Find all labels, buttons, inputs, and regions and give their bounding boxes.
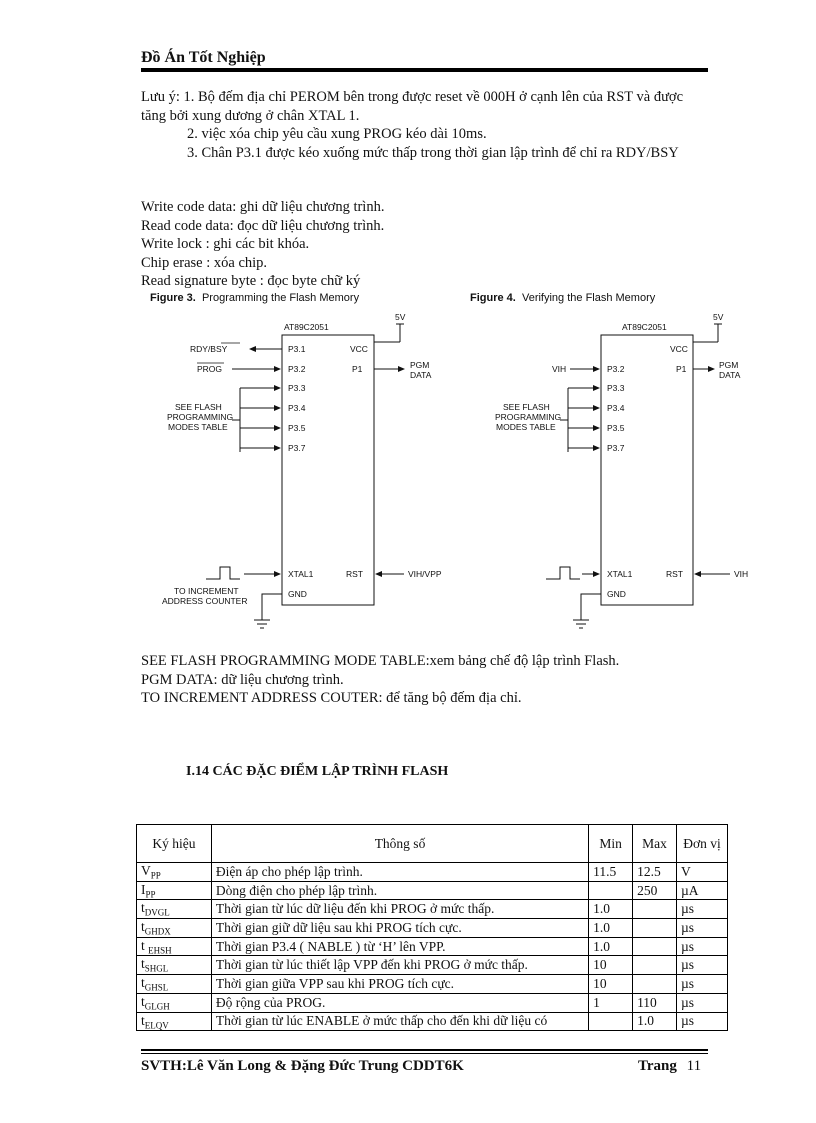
param-cell: Thời gian từ lúc thiết lập VPP đến khi PROG ở mức thấp. — [211, 956, 588, 975]
min-cell: 1.0 — [589, 937, 633, 956]
symbol-cell — [137, 993, 212, 1012]
symbol-subscript: SHGL — [144, 964, 169, 975]
figure3-rst-input: VIH/VPP — [408, 569, 442, 579]
symbol-main: t — [141, 919, 145, 935]
table-row — [137, 937, 728, 956]
figure3-chip-body — [282, 335, 374, 605]
param-cell: Độ rộng của PROG. — [211, 993, 588, 1012]
param-cell: Thời gian từ lúc dữ liệu đến khi PROG ở mức thấp. — [211, 900, 588, 919]
figure3-prog: PROG — [197, 364, 223, 374]
footer-author: SVTH:Lê Văn Long & Đặng Đức Trung CDDT6K — [141, 1058, 464, 1074]
symbol-subscript: GHSL — [144, 982, 169, 993]
figure3-rdy-bsy: RDY/BSY — [190, 344, 228, 354]
max-cell: 1.0 — [633, 1012, 677, 1031]
symbol-cell — [137, 863, 212, 882]
max-cell — [633, 937, 677, 956]
figure4-pin-p35: P3.5 — [607, 423, 625, 433]
note-line-1: Lưu ý: 1. Bộ đếm địa chỉ PEROM bên trong được reset về 000H ở cạnh lên của RST và được tăng bởi xung dương ở chân XTAL 1. — [141, 89, 684, 124]
symbol-subscript: GLGH — [144, 1001, 170, 1012]
figure3-pin-p33: P3.3 — [288, 383, 306, 393]
symbol-main: V — [141, 863, 151, 878]
footer-rule — [141, 1049, 708, 1051]
max-cell — [633, 900, 677, 919]
figure4-see-flash-3: MODES TABLE — [496, 422, 556, 432]
unit-cell: µs — [677, 919, 728, 938]
footer-page — [638, 1058, 701, 1075]
symbol-main: t — [141, 900, 145, 916]
figure4-pin-p1: P1 — [676, 364, 687, 374]
figure3-pin-p35: P3.5 — [288, 423, 306, 433]
symbol-main: t — [141, 993, 145, 1009]
footer-page-number: 11 — [686, 1058, 702, 1074]
symbol-cell — [137, 956, 212, 975]
max-cell: 250 — [633, 881, 677, 900]
symbol-main: t — [141, 1012, 145, 1028]
unit-cell: µs — [677, 993, 728, 1012]
max-cell — [633, 919, 677, 938]
symbol-subscript: EHSH — [148, 945, 172, 956]
unit-cell: µs — [677, 937, 728, 956]
table-row — [137, 900, 728, 919]
min-cell: 10 — [589, 956, 633, 975]
symbol-cell — [137, 975, 212, 994]
figure4-rst-input: VIH — [734, 569, 749, 579]
unit-cell: µA — [677, 881, 728, 900]
figure3-pin-p32: P3.2 — [288, 364, 306, 374]
param-cell: Dòng điện cho phép lập trình. — [211, 881, 588, 900]
param-cell: Thời gian giữ dữ liệu sau khi PROG tích cực. — [211, 919, 588, 938]
figure4-vcc-supply: 5V — [713, 312, 724, 322]
min-cell — [589, 881, 633, 900]
header-unit: Đơn vị — [677, 825, 728, 863]
figure3-vcc-pin: VCC — [350, 344, 368, 354]
note-item-2: 2. việc xóa chip yêu cầu xung PROG kéo dài 10ms. — [187, 126, 487, 142]
symbol-subscript: PP — [145, 889, 156, 900]
figure3-pin-p37: P3.7 — [288, 443, 306, 453]
figure3-vcc-supply: 5V — [395, 312, 406, 322]
param-cell: Điện áp cho phép lập trình. — [211, 863, 588, 882]
figure4-pin-p33: P3.3 — [607, 383, 625, 393]
table-row — [137, 1012, 728, 1031]
min-cell: 1.0 — [589, 919, 633, 938]
definition-item: Read code data: đọc dữ liệu chương trình. — [141, 217, 385, 234]
symbol-cell — [137, 919, 212, 938]
flash-spec-table — [136, 824, 728, 1031]
max-cell — [633, 975, 677, 994]
figure3-caption-text: Programming the Flash Memory — [201, 292, 360, 304]
figure4-vih-in: VIH — [552, 364, 567, 374]
figure4-chip-body — [601, 335, 693, 605]
definition-item: Read signature byte : đọc byte chữ ký — [141, 273, 361, 289]
symbol-subscript: ELQV — [144, 1020, 169, 1031]
figure4-caption-text: Verifying the Flash Memory — [521, 292, 656, 304]
figure4-data: DATA — [719, 370, 741, 380]
figure3-pin-rst: RST — [346, 569, 363, 579]
table-row — [137, 975, 728, 994]
table-header-row — [137, 825, 728, 863]
min-cell: 10 — [589, 975, 633, 994]
symbol-cell — [137, 1012, 212, 1031]
max-cell — [633, 956, 677, 975]
param-cell: Thời gian giữa VPP sau khi PROG tích cực. — [211, 975, 588, 994]
figure3-chip-name: AT89C2051 — [284, 322, 329, 332]
symbol-main: I — [141, 881, 146, 897]
param-cell: Thời gian từ lúc ENABLE ở mức thấp cho đến khi dữ liệu có — [211, 1012, 588, 1031]
header-max: Max — [633, 825, 677, 863]
param-cell: Thời gian P3.4 ( NABLE ) từ ‘H’ lên VPP. — [211, 937, 588, 956]
min-cell: 1.0 — [589, 900, 633, 919]
figure4-pin-p37: P3.7 — [607, 443, 625, 453]
figure4-pin-rst: RST — [666, 569, 683, 579]
figure3-see-flash-1: SEE FLASH — [175, 402, 222, 412]
figure3-see-flash-3: MODES TABLE — [168, 422, 228, 432]
page-header-title: Đồ Án Tốt Nghiệp — [141, 49, 266, 66]
figure3-counter-2: ADDRESS COUNTER — [162, 596, 248, 606]
symbol-main: t — [141, 975, 145, 991]
symbol-cell — [137, 937, 212, 956]
figure4-vcc-pin: VCC — [670, 344, 688, 354]
table-row — [137, 881, 728, 900]
figure3-diagram — [162, 312, 442, 628]
unit-cell: µs — [677, 1012, 728, 1031]
min-cell: 1 — [589, 993, 633, 1012]
figure3-pin-xtal1: XTAL1 — [288, 569, 314, 579]
symbol-cell — [137, 900, 212, 919]
max-cell: 110 — [633, 993, 677, 1012]
header-param: Thông số — [211, 825, 588, 863]
figure3-pin-p34: P3.4 — [288, 403, 306, 413]
unit-cell: V — [677, 863, 728, 882]
legend-item: TO INCREMENT ADDRESS COUTER: để tăng bộ đếm địa chỉ. — [141, 690, 522, 706]
min-cell — [589, 1012, 633, 1031]
figure4-pin-p34: P3.4 — [607, 403, 625, 413]
figure4-diagram — [495, 312, 748, 628]
figure4-pgm: PGM — [719, 360, 739, 370]
symbol-main: t — [141, 956, 145, 972]
figure4-see-flash-1: SEE FLASH — [503, 402, 550, 412]
definition-item: Write lock : ghi các bit khóa. — [141, 236, 310, 252]
figure4-pin-xtal1: XTAL1 — [607, 569, 633, 579]
figure4-pin-p32: P3.2 — [607, 364, 625, 374]
figure3-pgm: PGM — [410, 360, 430, 370]
table-row — [137, 863, 728, 882]
figure4-chip-name: AT89C2051 — [622, 322, 667, 332]
symbol-subscript: PP — [150, 870, 161, 881]
figure3-label: Figure 3. — [150, 292, 196, 304]
header-symbol: Ký hiệu — [137, 825, 212, 863]
footer-page-label: Trang — [638, 1058, 677, 1074]
legend-block — [141, 652, 619, 708]
figure4-pin-gnd: GND — [607, 589, 626, 599]
legend-item: PGM DATA: dữ liệu chương trình. — [141, 671, 344, 688]
figure3-data: DATA — [410, 370, 432, 380]
definition-item: Write code data: ghi dữ liệu chương trình. — [141, 199, 385, 215]
unit-cell: µs — [677, 975, 728, 994]
definition-item: Chip erase : xóa chip. — [141, 254, 268, 271]
symbol-cell — [137, 881, 212, 900]
figure4-label: Figure 4. — [470, 292, 516, 304]
symbol-subscript: DVGL — [144, 908, 170, 919]
unit-cell: µs — [677, 900, 728, 919]
figure3-pin-p31: P3.1 — [288, 344, 306, 354]
section-title: I.14 CÁC ĐẶC ĐIỂM LẬP TRÌNH FLASH — [186, 764, 449, 779]
min-cell: 11.5 — [589, 863, 633, 882]
footer-rule-thin — [141, 1053, 708, 1054]
note-item-3: 3. Chân P3.1 được kéo xuống mức thấp trong thời gian lập trình để chỉ ra RDY/BSY — [187, 144, 679, 161]
figure3-pin-p1: P1 — [352, 364, 363, 374]
unit-cell: µs — [677, 956, 728, 975]
figure3-see-flash-2: PROGRAMMING — [167, 412, 234, 422]
table-row — [137, 956, 728, 975]
max-cell: 12.5 — [633, 863, 677, 882]
symbol-subscript: GHDX — [144, 926, 171, 937]
header-min: Min — [589, 825, 633, 863]
table-row — [137, 919, 728, 938]
figure3-pin-gnd: GND — [288, 589, 307, 599]
figure4-see-flash-2: PROGRAMMING — [495, 412, 562, 422]
symbol-main: t — [141, 937, 149, 953]
table-row — [137, 993, 728, 1012]
figure3-counter-1: TO INCREMENT — [174, 586, 239, 596]
legend-item: SEE FLASH PROGRAMMING MODE TABLE:xem bảng chế độ lập trình Flash. — [141, 653, 620, 669]
